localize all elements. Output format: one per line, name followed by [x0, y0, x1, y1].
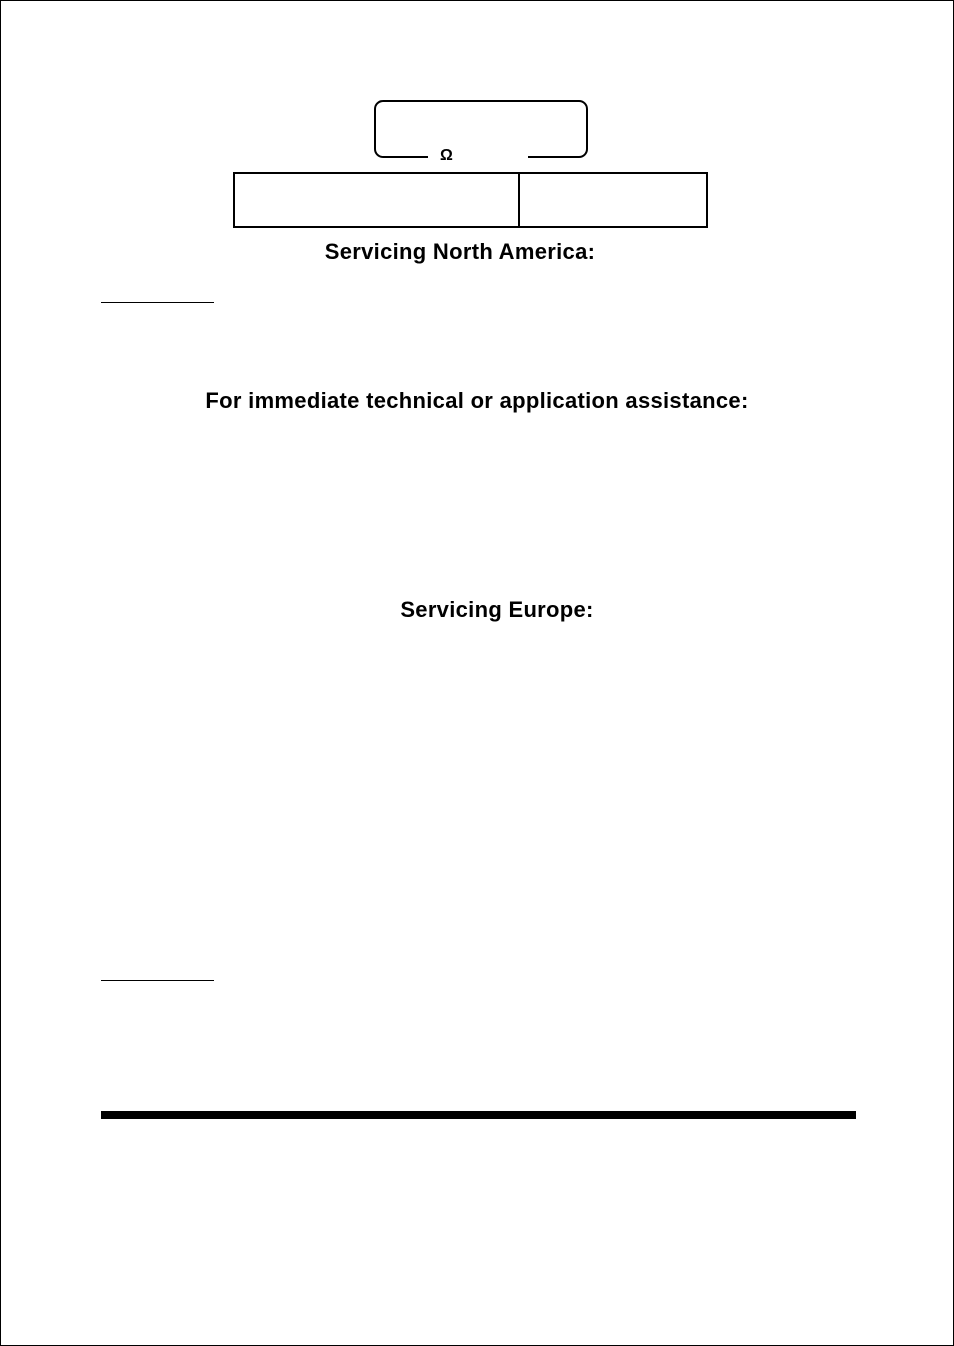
heading-servicing-europe: Servicing Europe:: [400, 597, 594, 622]
info-table-cell-right: [520, 174, 706, 226]
section-rule-europe: [101, 980, 214, 981]
footer-divider: [101, 1111, 856, 1119]
section-rule-north-america: [101, 302, 214, 303]
heading-technical-assistance: For immediate technical or application assistance:: [205, 388, 749, 413]
heading-servicing-north-america: Servicing North America:: [324, 239, 596, 264]
info-table-cell-left: [235, 174, 520, 226]
omega-logo-icon: Ω: [440, 147, 453, 164]
omega-logo: [374, 100, 588, 164]
info-table: [233, 172, 708, 228]
